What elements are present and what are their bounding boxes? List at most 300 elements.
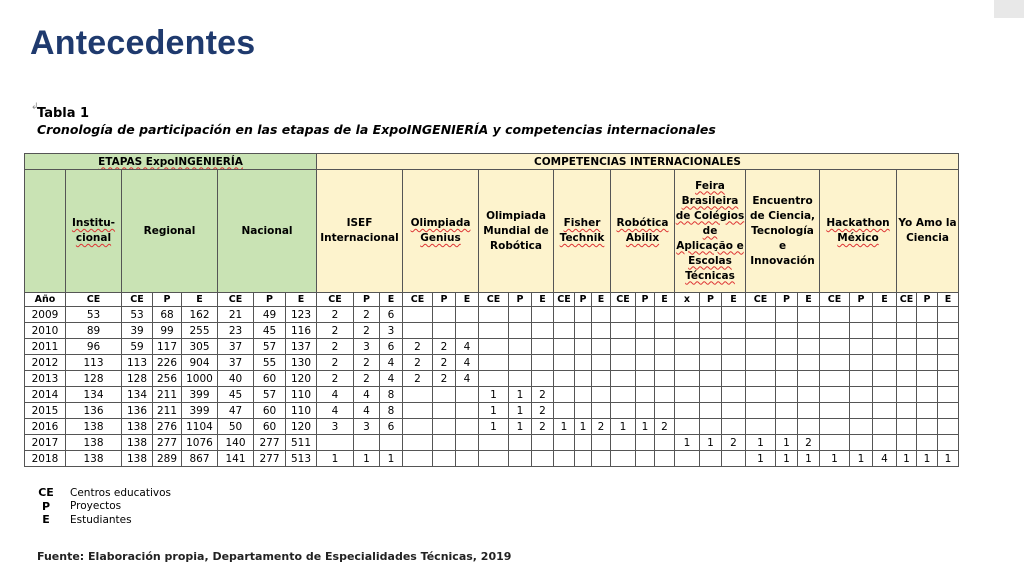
value-cell	[532, 307, 554, 323]
value-cell	[850, 371, 873, 387]
year-cell: 2012	[25, 355, 66, 371]
value-cell	[873, 307, 897, 323]
value-cell: 1	[354, 451, 380, 467]
value-cell: 39	[122, 323, 153, 339]
value-cell	[554, 371, 575, 387]
subheader-cell: CE	[218, 293, 254, 307]
value-cell	[509, 339, 532, 355]
value-cell	[897, 307, 917, 323]
value-cell: 1104	[182, 419, 218, 435]
value-cell	[479, 451, 509, 467]
legend-abbr: P	[41, 499, 51, 513]
subheader-row	[25, 293, 959, 307]
value-cell	[850, 323, 873, 339]
value-cell: 120	[286, 371, 317, 387]
year-cell: 2014	[25, 387, 66, 403]
subheader-cell: P	[776, 293, 798, 307]
mundial-header: Olimpiada Mundial de Robótica	[479, 170, 554, 293]
genius-header: Olimpiada Genius	[403, 170, 479, 293]
value-cell: 1	[675, 435, 700, 451]
value-cell	[938, 355, 959, 371]
value-cell: 137	[286, 339, 317, 355]
value-cell	[611, 451, 636, 467]
value-cell	[433, 403, 456, 419]
value-cell	[776, 419, 798, 435]
subheader-cell: E	[655, 293, 675, 307]
hackathon-header: Hackathon México	[820, 170, 897, 293]
value-cell: 277	[254, 435, 286, 451]
value-cell	[655, 451, 675, 467]
value-cell	[479, 435, 509, 451]
value-cell	[456, 307, 479, 323]
value-cell: 2	[798, 435, 820, 451]
table-row	[25, 451, 959, 467]
abilix-header: Robótica Abilix	[611, 170, 675, 293]
value-cell	[746, 419, 776, 435]
value-cell: 47	[218, 403, 254, 419]
value-cell	[700, 371, 722, 387]
value-cell	[509, 451, 532, 467]
value-cell	[611, 307, 636, 323]
value-cell: 277	[254, 451, 286, 467]
value-cell	[554, 307, 575, 323]
value-cell	[850, 403, 873, 419]
corner-decoration	[994, 0, 1024, 18]
value-cell: 2	[354, 307, 380, 323]
value-cell	[897, 435, 917, 451]
value-cell: 1	[798, 451, 820, 467]
value-cell	[675, 339, 700, 355]
value-cell	[655, 435, 675, 451]
value-cell: 113	[122, 355, 153, 371]
subheader-cell: E	[592, 293, 611, 307]
value-cell: 1	[746, 451, 776, 467]
value-cell: 138	[66, 419, 122, 435]
value-cell: 1	[897, 451, 917, 467]
fisher-header: Fisher Technik	[554, 170, 611, 293]
value-cell: 59	[122, 339, 153, 355]
value-cell	[700, 403, 722, 419]
subheader-cell: CE	[403, 293, 433, 307]
value-cell: 2	[317, 339, 354, 355]
value-cell	[655, 339, 675, 355]
value-cell	[675, 387, 700, 403]
value-cell	[798, 387, 820, 403]
subheader-cell: CE	[122, 293, 153, 307]
value-cell	[575, 435, 592, 451]
legend-text: Proyectos	[70, 500, 122, 513]
value-cell: 89	[66, 323, 122, 339]
subheader-cell: P	[254, 293, 286, 307]
value-cell: 2	[403, 371, 433, 387]
value-cell: 37	[218, 355, 254, 371]
value-cell: 141	[218, 451, 254, 467]
value-cell: 138	[122, 435, 153, 451]
subheader-cell: P	[700, 293, 722, 307]
subheader-cell: P	[850, 293, 873, 307]
value-cell	[700, 451, 722, 467]
subheader-cell: CE	[897, 293, 917, 307]
value-cell	[938, 323, 959, 339]
legend-item	[36, 513, 171, 527]
value-cell: 513	[286, 451, 317, 467]
value-cell	[746, 339, 776, 355]
value-cell: 2	[722, 435, 746, 451]
top-bar	[0, 0, 1024, 6]
value-cell: 276	[153, 419, 182, 435]
value-cell: 4	[380, 355, 403, 371]
subheader-cell: P	[433, 293, 456, 307]
value-cell	[938, 419, 959, 435]
table-row	[25, 435, 959, 451]
value-cell: 1	[611, 419, 636, 435]
value-cell	[873, 339, 897, 355]
value-cell	[433, 419, 456, 435]
table-row	[25, 339, 959, 355]
value-cell: 211	[153, 403, 182, 419]
value-cell: 1	[479, 387, 509, 403]
value-cell	[403, 451, 433, 467]
value-cell	[820, 339, 850, 355]
value-cell	[675, 323, 700, 339]
value-cell	[636, 307, 655, 323]
value-cell	[317, 435, 354, 451]
subheader-cell: E	[286, 293, 317, 307]
subheader-cell: CE	[820, 293, 850, 307]
value-cell	[636, 339, 655, 355]
value-cell	[554, 451, 575, 467]
value-cell: 130	[286, 355, 317, 371]
value-cell: 6	[380, 339, 403, 355]
subheader-cell: P	[509, 293, 532, 307]
value-cell: 23	[218, 323, 254, 339]
subheader-cell: P	[153, 293, 182, 307]
value-cell	[820, 371, 850, 387]
value-cell: 136	[122, 403, 153, 419]
value-cell: 2	[317, 355, 354, 371]
value-cell	[636, 323, 655, 339]
legend-abbr: CE	[38, 486, 54, 500]
value-cell: 1	[636, 419, 655, 435]
nacional-header: Nacional	[218, 170, 317, 293]
value-cell: 134	[122, 387, 153, 403]
value-cell	[611, 339, 636, 355]
value-cell: 45	[218, 387, 254, 403]
year-cell: 2011	[25, 339, 66, 355]
value-cell	[532, 355, 554, 371]
value-cell	[456, 451, 479, 467]
value-cell	[655, 307, 675, 323]
value-cell: 2	[354, 323, 380, 339]
legend-text: Estudiantes	[70, 513, 132, 526]
value-cell: 60	[254, 419, 286, 435]
value-cell	[850, 355, 873, 371]
value-cell	[433, 451, 456, 467]
value-cell	[897, 387, 917, 403]
subheader-cell: CE	[479, 293, 509, 307]
value-cell: 1	[820, 451, 850, 467]
value-cell	[403, 419, 433, 435]
value-cell: 128	[122, 371, 153, 387]
value-cell	[592, 339, 611, 355]
value-cell: 2	[433, 355, 456, 371]
value-cell	[722, 355, 746, 371]
year-cell: 2010	[25, 323, 66, 339]
value-cell: 1	[317, 451, 354, 467]
value-cell	[655, 387, 675, 403]
value-cell	[700, 355, 722, 371]
value-cell	[575, 403, 592, 419]
value-cell: 117	[153, 339, 182, 355]
value-cell	[700, 323, 722, 339]
value-cell	[798, 323, 820, 339]
value-cell	[850, 307, 873, 323]
value-cell: 57	[254, 339, 286, 355]
value-cell	[897, 339, 917, 355]
value-cell	[655, 355, 675, 371]
column-header-row	[25, 170, 959, 293]
isef-header: ISEF Internacional	[317, 170, 403, 293]
value-cell: 399	[182, 403, 218, 419]
table-row	[25, 371, 959, 387]
table-row	[25, 403, 959, 419]
value-cell	[433, 307, 456, 323]
value-cell: 3	[354, 419, 380, 435]
value-cell	[776, 355, 798, 371]
value-cell	[509, 355, 532, 371]
value-cell	[675, 403, 700, 419]
value-cell	[820, 387, 850, 403]
value-cell	[798, 419, 820, 435]
value-cell: 2	[317, 307, 354, 323]
value-cell: 1	[776, 451, 798, 467]
value-cell	[575, 307, 592, 323]
value-cell: 4	[456, 371, 479, 387]
value-cell: 68	[153, 307, 182, 323]
value-cell: 1	[700, 435, 722, 451]
value-cell	[509, 307, 532, 323]
value-cell	[592, 371, 611, 387]
value-cell: 4	[317, 387, 354, 403]
value-cell: 904	[182, 355, 218, 371]
value-cell	[820, 419, 850, 435]
value-cell: 136	[66, 403, 122, 419]
value-cell: 140	[218, 435, 254, 451]
value-cell	[897, 419, 917, 435]
value-cell	[636, 435, 655, 451]
value-cell: 2	[433, 339, 456, 355]
value-cell: 2	[354, 355, 380, 371]
value-cell: 1	[509, 419, 532, 435]
value-cell	[722, 307, 746, 323]
value-cell	[575, 355, 592, 371]
value-cell: 21	[218, 307, 254, 323]
value-cell: 6	[380, 419, 403, 435]
value-cell	[746, 323, 776, 339]
yoamo-header: Yo Amo la Ciencia	[897, 170, 959, 293]
value-cell: 867	[182, 451, 218, 467]
value-cell	[850, 419, 873, 435]
value-cell: 3	[317, 419, 354, 435]
value-cell	[636, 451, 655, 467]
value-cell	[897, 323, 917, 339]
legend-text: Centros educativos	[70, 486, 172, 499]
value-cell: 4	[317, 403, 354, 419]
year-header-blank	[25, 170, 66, 293]
year-cell: 2018	[25, 451, 66, 467]
value-cell	[917, 323, 938, 339]
subheader-cell: CE	[611, 293, 636, 307]
value-cell	[592, 323, 611, 339]
value-cell	[700, 339, 722, 355]
value-cell: 3	[380, 323, 403, 339]
value-cell	[675, 451, 700, 467]
value-cell	[917, 419, 938, 435]
value-cell: 8	[380, 387, 403, 403]
value-cell	[456, 323, 479, 339]
value-cell	[917, 387, 938, 403]
value-cell	[479, 307, 509, 323]
value-cell: 2	[354, 371, 380, 387]
value-cell: 4	[873, 451, 897, 467]
value-cell	[532, 323, 554, 339]
table-row	[25, 323, 959, 339]
value-cell: 2	[532, 387, 554, 403]
value-cell	[456, 403, 479, 419]
value-cell	[746, 403, 776, 419]
institucional-header: Institu-cional	[66, 170, 122, 293]
value-cell: 1	[509, 403, 532, 419]
legend	[36, 486, 171, 527]
value-cell	[509, 371, 532, 387]
value-cell	[532, 435, 554, 451]
value-cell: 2	[317, 323, 354, 339]
value-cell	[456, 419, 479, 435]
value-cell: 1	[850, 451, 873, 467]
value-cell: 2	[403, 339, 433, 355]
value-cell	[873, 371, 897, 387]
value-cell	[675, 371, 700, 387]
value-cell	[636, 403, 655, 419]
value-cell	[611, 371, 636, 387]
value-cell	[722, 339, 746, 355]
value-cell	[938, 403, 959, 419]
value-cell: 57	[254, 387, 286, 403]
value-cell	[433, 323, 456, 339]
value-cell: 1	[479, 403, 509, 419]
value-cell	[554, 323, 575, 339]
subheader-cell: E	[182, 293, 218, 307]
value-cell	[722, 403, 746, 419]
value-cell	[746, 371, 776, 387]
value-cell	[873, 323, 897, 339]
value-cell: 128	[66, 371, 122, 387]
value-cell: 37	[218, 339, 254, 355]
value-cell: 1	[479, 419, 509, 435]
value-cell: 99	[153, 323, 182, 339]
value-cell: 255	[182, 323, 218, 339]
value-cell: 1	[575, 419, 592, 435]
subheader-cell: E	[938, 293, 959, 307]
value-cell	[611, 403, 636, 419]
value-cell: 1	[917, 451, 938, 467]
value-cell	[873, 403, 897, 419]
value-cell	[873, 419, 897, 435]
value-cell	[798, 403, 820, 419]
subheader-cell: E	[456, 293, 479, 307]
value-cell: 6	[380, 307, 403, 323]
value-cell	[532, 451, 554, 467]
value-cell	[354, 435, 380, 451]
subheader-cell: E	[722, 293, 746, 307]
value-cell: 8	[380, 403, 403, 419]
value-cell: 277	[153, 435, 182, 451]
value-cell	[700, 307, 722, 323]
value-cell	[746, 307, 776, 323]
value-cell: 2	[532, 419, 554, 435]
value-cell: 40	[218, 371, 254, 387]
legend-item	[36, 500, 171, 514]
value-cell	[722, 323, 746, 339]
value-cell	[636, 355, 655, 371]
value-cell	[897, 371, 917, 387]
subheader-cell: E	[798, 293, 820, 307]
value-cell	[776, 387, 798, 403]
value-cell	[776, 339, 798, 355]
value-cell	[456, 387, 479, 403]
table-label: Tabla 1	[37, 106, 90, 121]
feira-header: Feira Brasileira de Colégios de Aplicação e Escolas Técnicas	[675, 170, 746, 293]
value-cell: 138	[66, 435, 122, 451]
value-cell	[592, 307, 611, 323]
subheader-cell: x	[675, 293, 700, 307]
subheader-cell: P	[354, 293, 380, 307]
legend-abbr: E	[42, 513, 50, 527]
regional-header: Regional	[122, 170, 218, 293]
value-cell	[532, 371, 554, 387]
value-cell: 1000	[182, 371, 218, 387]
value-cell	[776, 307, 798, 323]
value-cell: 162	[182, 307, 218, 323]
subheader-cell: E	[873, 293, 897, 307]
group-header-row	[25, 154, 959, 170]
value-cell	[746, 387, 776, 403]
value-cell	[575, 451, 592, 467]
value-cell	[917, 307, 938, 323]
anchor-icon: ↲	[31, 101, 39, 111]
value-cell	[722, 371, 746, 387]
value-cell	[655, 371, 675, 387]
value-cell	[554, 403, 575, 419]
value-cell: 305	[182, 339, 218, 355]
year-cell: 2015	[25, 403, 66, 419]
value-cell: 1	[938, 451, 959, 467]
value-cell	[873, 387, 897, 403]
subheader-cell: CE	[554, 293, 575, 307]
value-cell	[850, 435, 873, 451]
value-cell	[479, 355, 509, 371]
value-cell: 116	[286, 323, 317, 339]
value-cell	[592, 451, 611, 467]
value-cell: 211	[153, 387, 182, 403]
value-cell: 1	[776, 435, 798, 451]
table-caption: Cronología de participación en las etapas de la ExpoINGENIERÍA y competencias internacionales	[37, 122, 716, 137]
value-cell	[532, 339, 554, 355]
year-cell: 2013	[25, 371, 66, 387]
value-cell: 138	[122, 451, 153, 467]
value-cell: 2	[532, 403, 554, 419]
value-cell: 2	[403, 355, 433, 371]
